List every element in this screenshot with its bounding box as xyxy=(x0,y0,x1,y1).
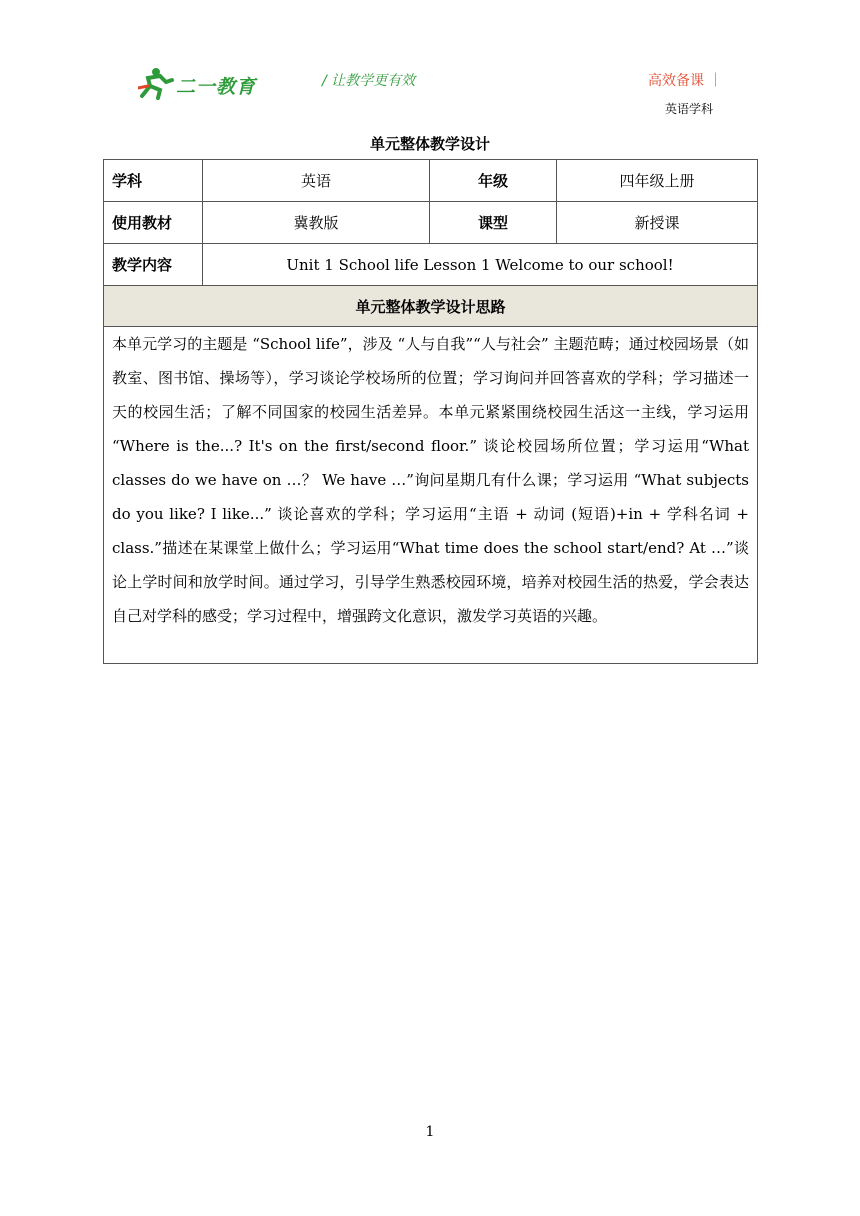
grade-value: 四年级上册 xyxy=(557,160,758,202)
unit-design-table xyxy=(103,159,758,664)
content-label: 教学内容 xyxy=(104,244,203,286)
table-row xyxy=(104,244,758,286)
table-row xyxy=(104,160,758,202)
document-title: 单元整体教学设计 xyxy=(369,135,490,153)
lesson-type-value: 新授课 xyxy=(557,202,758,244)
content-value: Unit 1 School life Lesson 1 Welcome to our school! xyxy=(203,244,758,286)
header-tag: 高效备课 ｜ xyxy=(648,73,723,89)
subject-value: 英语 xyxy=(203,160,430,202)
section-header-row xyxy=(104,286,758,327)
header-slogan: / 让教学更有效 xyxy=(322,73,416,89)
section-header: 单元整体教学设计思路 xyxy=(104,286,758,327)
grade-label: 年级 xyxy=(430,160,557,202)
body-row xyxy=(104,327,758,664)
page-header xyxy=(0,0,860,130)
design-rationale-text: 本单元学习的主题是 “School life”，涉及 “人与自我”“人与社会” 主题范畴；通过校园场景（如教室、图书馆、操场等），学习谈论学校场所的位置；学习询问并回答喜欢的学科；学习描述一天的校园生活；了解不同国家的校园生活差异。本单元紧紧围绕校园生活这一主线，学习运用 “Where is the...? It's on the first/second floor.” 谈论校园场所位置；学习运用“What classes do we have on …？ We have …”询问星期几有什么课；学习运用 “What subjects do you like? I like...” 谈论喜欢的学科；学习运用“主语 + 动词 (短语)+in + 学科名词 + class.”描述在某课堂上做什么；学习运用“What time does the school start/end? At …”谈论上学时间和放学时间。通过学习，引导学生熟悉校园环境，培养对校园生活的热爱，学会表达自己对学科的感受；学习过程中，增强跨文化意识，激发学习英语的兴趣。 xyxy=(104,327,758,664)
textbook-label: 使用教材 xyxy=(104,202,203,244)
header-subject: 英语学科 xyxy=(665,102,714,116)
subject-label: 学科 xyxy=(104,160,203,202)
textbook-value: 冀教版 xyxy=(203,202,430,244)
logo-text: 二一教育 xyxy=(176,76,257,98)
lesson-type-label: 课型 xyxy=(430,202,557,244)
table-row xyxy=(104,202,758,244)
page-number: 1 xyxy=(425,1124,435,1140)
